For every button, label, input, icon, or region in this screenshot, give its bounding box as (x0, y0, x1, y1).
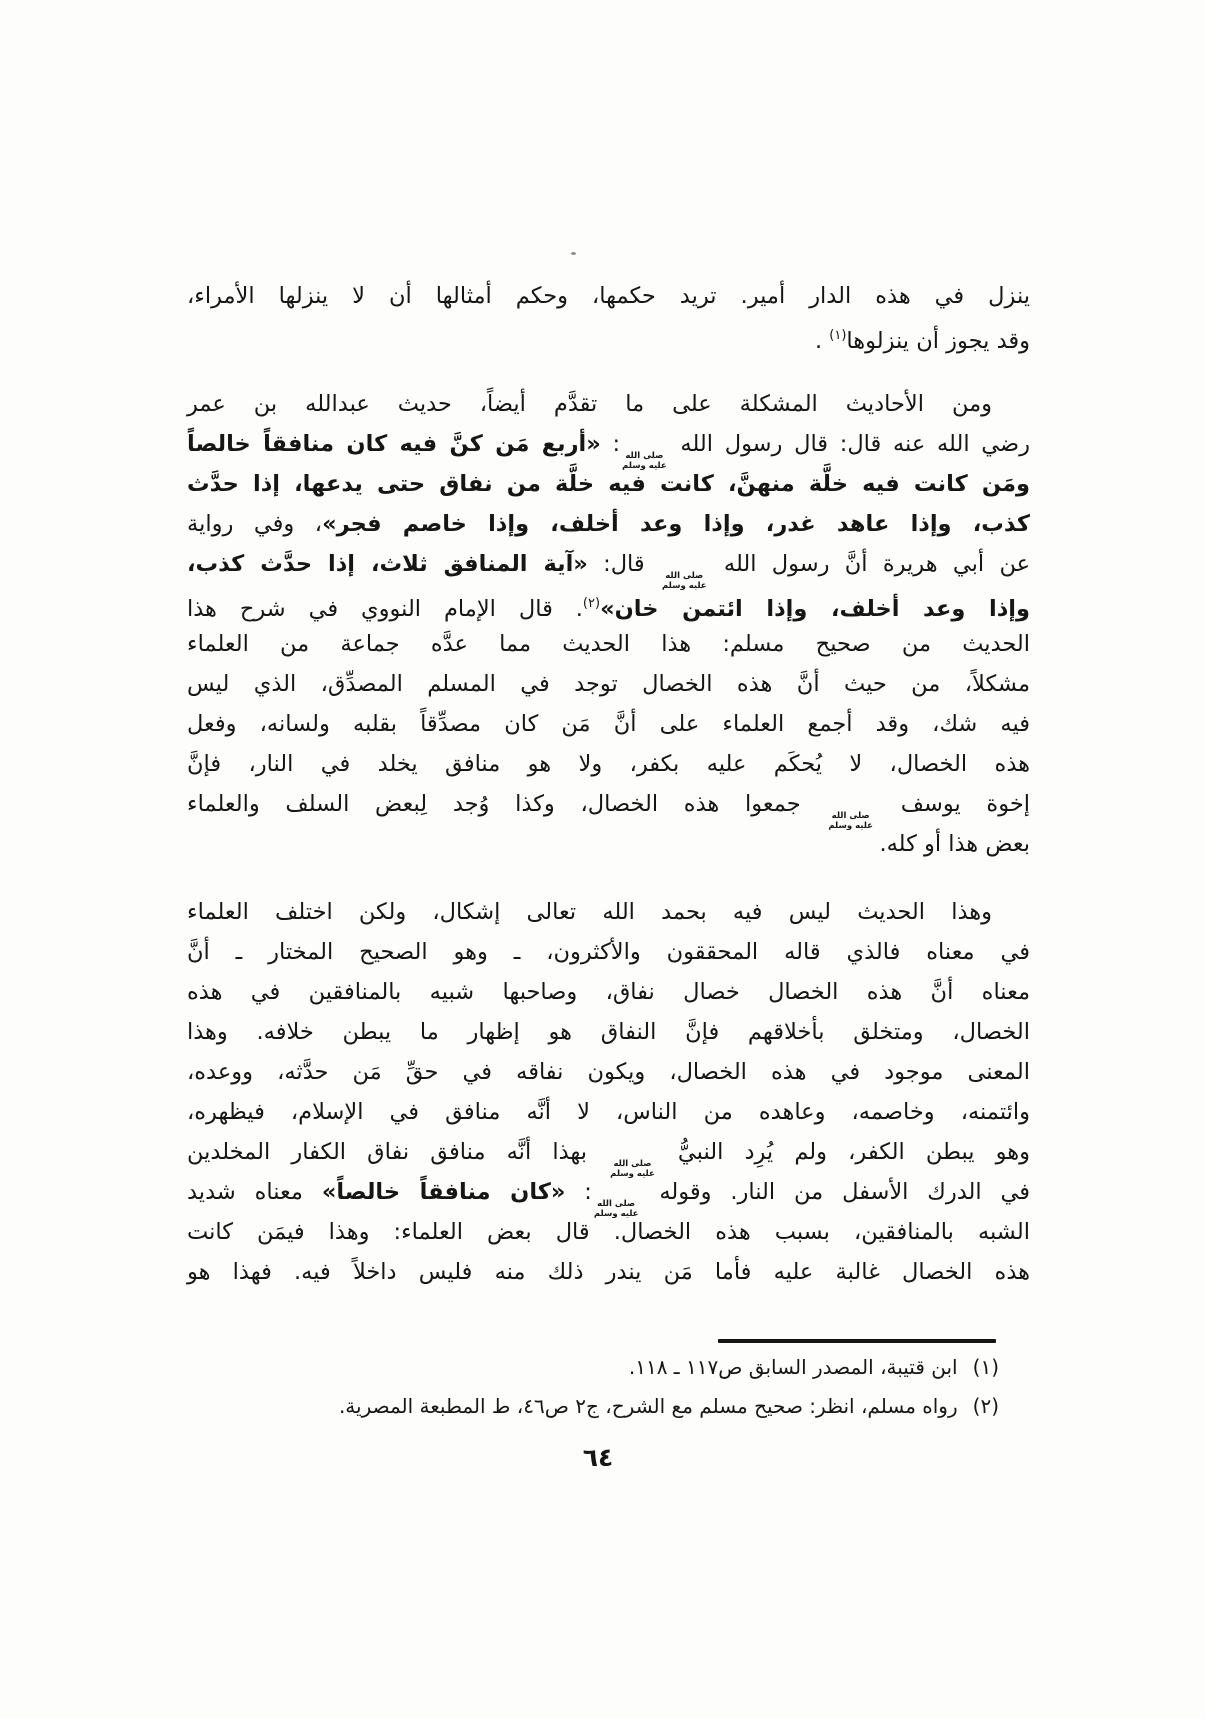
text-segment: ومَن كانت فيه خلَّة منهنَّ، كانت فيه خلَّة من نفاق حتى يدعها، إذا حدَّث (187, 471, 1030, 497)
text-segment: معناه شديد (187, 1179, 322, 1205)
text-segment: هذه الخصال، لا يُحكَم عليه بكفر، ولا هو منافق يخلد في النار، فإنَّ (187, 751, 1030, 777)
paragraph (187, 384, 1030, 864)
honorific-mark: صلى الله عليه وسلم (593, 1199, 639, 1219)
honorific-mark: صلى الله عليه وسلم (828, 811, 873, 831)
footnote (229, 1348, 999, 1387)
text-line (187, 1092, 1030, 1132)
text-line (187, 1252, 1030, 1292)
page-number: ٦٤ (582, 1443, 614, 1472)
text-segment: وقد يجوز أن ينزلوها (846, 328, 1030, 354)
text-line (187, 1212, 1030, 1252)
text-line (187, 624, 1030, 664)
text-segment: بهذا أنَّه منافق نفاق الكفار المخلدين (187, 1139, 609, 1165)
text-segment: معناه أنَّ هذه الخصال خصال نفاق، وصاحبها شبيه بالمنافقين في هذه (187, 979, 1030, 1005)
text-segment: كذب، وإذا عاهد غدر، وإذا وعد أخلف، وإذا خاصم فجر» (322, 511, 1031, 537)
text-segment: ينزل في هذه الدار أمير. تريد حكمها، وحكم أمثالها أن لا ينزلها الأمراء، (187, 283, 1030, 309)
footnote-marker: (١) (972, 1355, 999, 1379)
text-segment: إخوة يوسف (874, 791, 1031, 817)
text-segment: وائتمنه، وخاصمه، وعاهده من الناس، لا أنَّه منافق في الإسلام، فيظهره، (187, 1099, 1030, 1125)
paragraph (187, 892, 1030, 1292)
text-segment: . قال الإمام النووي في شرح هذا (187, 596, 583, 622)
text-segment: هذه الخصال غالبة عليه فأما مَن يندر ذلك منه فليس داخلاً فيه. فهذا هو (187, 1259, 1030, 1285)
text-segment: . (814, 328, 830, 354)
text-segment: : (565, 1179, 592, 1205)
text-segment: الشبه بالمنافقين، بسبب هذه الخصال. قال بعض العلماء: وهذا فيمَن كانت (187, 1219, 1030, 1245)
text-segment: وهو يبطن الكفر، ولم يُرِد النبيُّ (656, 1139, 1030, 1165)
text-segment: بعض هذا أو كله. (879, 831, 1030, 857)
text-segment: جمعوا هذه الخصال، وكذا وُجد لِبعض السلف والعلماء (187, 791, 827, 817)
text-line (187, 784, 1031, 831)
text-line (187, 1012, 1030, 1052)
text-segment: في معناه فالذي قاله المحققون والأكثرون، ـ وهو الصحيح المختار ـ أنَّ (187, 939, 1030, 965)
text-line (187, 384, 1030, 424)
text-segment: وإذا وعد أخلف، وإذا ائتمن خان» (600, 596, 1030, 622)
text-line (187, 824, 1030, 864)
honorific-mark: صلى الله عليه وسلم (622, 451, 667, 471)
text-line (187, 1052, 1030, 1092)
honorific-mark: صلى الله عليه وسلم (610, 1159, 655, 1179)
text-segment: قال: (587, 551, 660, 577)
text-line (187, 544, 1030, 591)
text-segment: وهذا الحديث ليس فيه بحمد الله تعالى إشكال، ولكن اختلف العلماء (187, 899, 992, 925)
text-segment: «آية المنافق ثلاث، إذا حدَّث كذب، (187, 551, 588, 577)
paragraph (187, 276, 1030, 356)
footnote-text: ابن قتيبة، المصدر السابق ص١١٧ ـ ١١٨. (628, 1355, 958, 1379)
text-line (187, 892, 1030, 932)
text-segment: فيه شك، وقد أجمع العلماء على أنَّ مَن كان مصدِّقاً بقلبه ولسانه، وفعل (187, 711, 1030, 737)
text-line (187, 584, 1030, 624)
footnote-reference: (١) (829, 328, 847, 343)
text-segment: ، وفي رواية (187, 511, 323, 537)
text-line (187, 972, 1030, 1012)
text-line (187, 744, 1030, 784)
text-line (187, 464, 1030, 504)
text-segment: رضي الله عنه قال: قال رسول الله (668, 431, 1031, 457)
text-line (187, 704, 1030, 744)
body-text (187, 276, 1030, 1292)
text-line (187, 316, 1030, 356)
text-line (187, 664, 1030, 704)
footnote-reference: (٢) (582, 596, 601, 611)
footnote-separator (718, 1339, 996, 1343)
text-segment: الخصال، ومتخلق بأخلاقهم فإنَّ النفاق هو إظهار ما يبطن خلافه. وهذا (187, 1019, 1030, 1045)
text-line (187, 424, 1031, 471)
text-segment: «أربع مَن كنَّ فيه كان منافقاً خالصاً (187, 431, 601, 457)
text-line (187, 932, 1030, 972)
text-segment: الحديث من صحيح مسلم: هذا الحديث مما عدَّه جماعة من العلماء (187, 631, 1030, 657)
text-segment: : (600, 431, 621, 457)
text-segment: ومن الأحاديث المشكلة على ما تقدَّم أيضاً، حديث عبدالله بن عمر (187, 391, 992, 417)
text-segment: المعنى موجود في هذه الخصال، ويكون نفاقه في حقِّ مَن حدَّثه، ووعده، (187, 1059, 1030, 1085)
text-line (187, 1132, 1030, 1179)
text-segment: عن أبي هريرة أنَّ رسول الله (708, 551, 1030, 577)
footnote-text: رواه مسلم، انظر: صحيح مسلم مع الشرح، ج٢ ص٤٦، ط المطبعة المصرية. (338, 1394, 958, 1418)
honorific-mark: صلى الله عليه وسلم (661, 571, 707, 591)
text-segment: في الدرك الأسفل من النار. وقوله (640, 1179, 1030, 1205)
text-line (187, 276, 1030, 316)
text-line (187, 504, 1030, 544)
text-segment: مشكلاً، من حيث أنَّ هذه الخصال توجد في المسلم المصدِّق، الذي ليس (187, 671, 1030, 697)
footnote-marker: (٢) (972, 1394, 999, 1418)
text-segment: «كان منافقاً خالصاً» (321, 1179, 566, 1205)
print-speck (571, 252, 576, 255)
footnote (229, 1387, 999, 1426)
footnotes (229, 1348, 999, 1426)
text-line (187, 1172, 1030, 1219)
